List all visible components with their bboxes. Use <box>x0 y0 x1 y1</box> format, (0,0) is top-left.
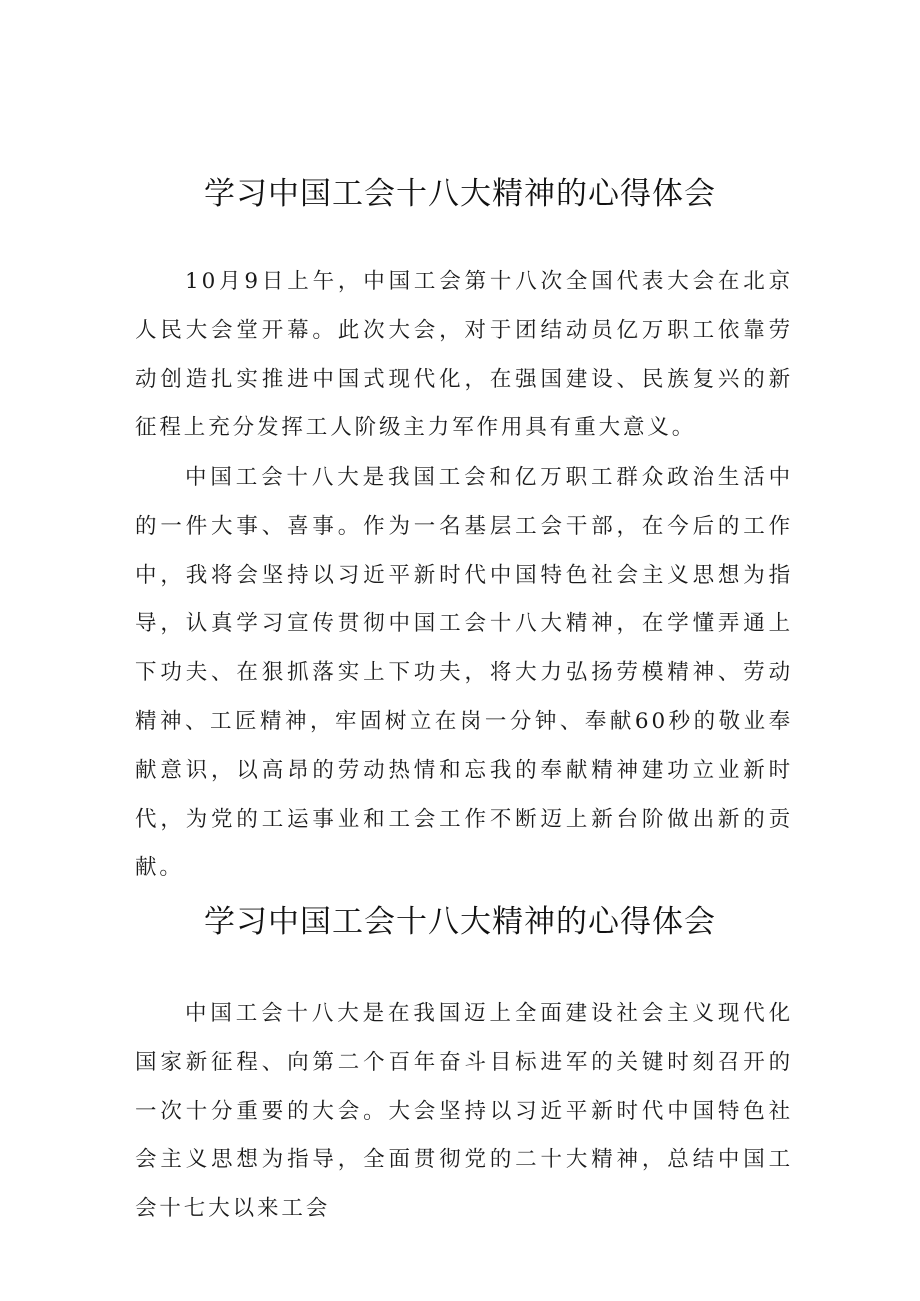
section-1-paragraph-2: 中国工会十八大是我国工会和亿万职工群众政治生活中的一件大事、喜事。作为一名基层工会干部，在今后的工作中，我将会坚持以习近平新时代中国特色社会主义思想为指导，认真学习宣传贯彻中国工会十八大精神，在学懂弄通上下功夫、在狠抓落实上下功夫，将大力弘扬劳模精神、劳动精神、工匠精神，牢固树立在岗一分钟、奉献60秒的敬业奉献意识，以高昂的劳动热情和忘我的奉献精神建功立业新时代，为党的工运事业和工会工作不断迈上新台阶做出新的贡献。 <box>135 465 793 881</box>
section-2-paragraph-1: 中国工会十八大是在我国迈上全面建设社会主义现代化国家新征程、向第二个百年奋斗目标进军的关键时刻召开的一次十分重要的大会。大会坚持以习近平新时代中国特色社会主义思想为指导，全面贯彻党的二十大精神，总结中国工会十七大以来工会 <box>135 1001 793 1222</box>
section-1-paragraph-1: 10月9日上午，中国工会第十八次全国代表大会在北京人民大会堂开幕。此次大会，对于团结动员亿万职工依靠劳动创造扎实推进中国式现代化，在强国建设、民族复兴的新征程上充分发挥工人阶级主力军作用具有重大意义。 <box>135 269 793 441</box>
section-2-title: 学习中国工会十八大精神的心得体会 <box>204 904 716 940</box>
section-1-title: 学习中国工会十八大精神的心得体会 <box>204 176 716 212</box>
